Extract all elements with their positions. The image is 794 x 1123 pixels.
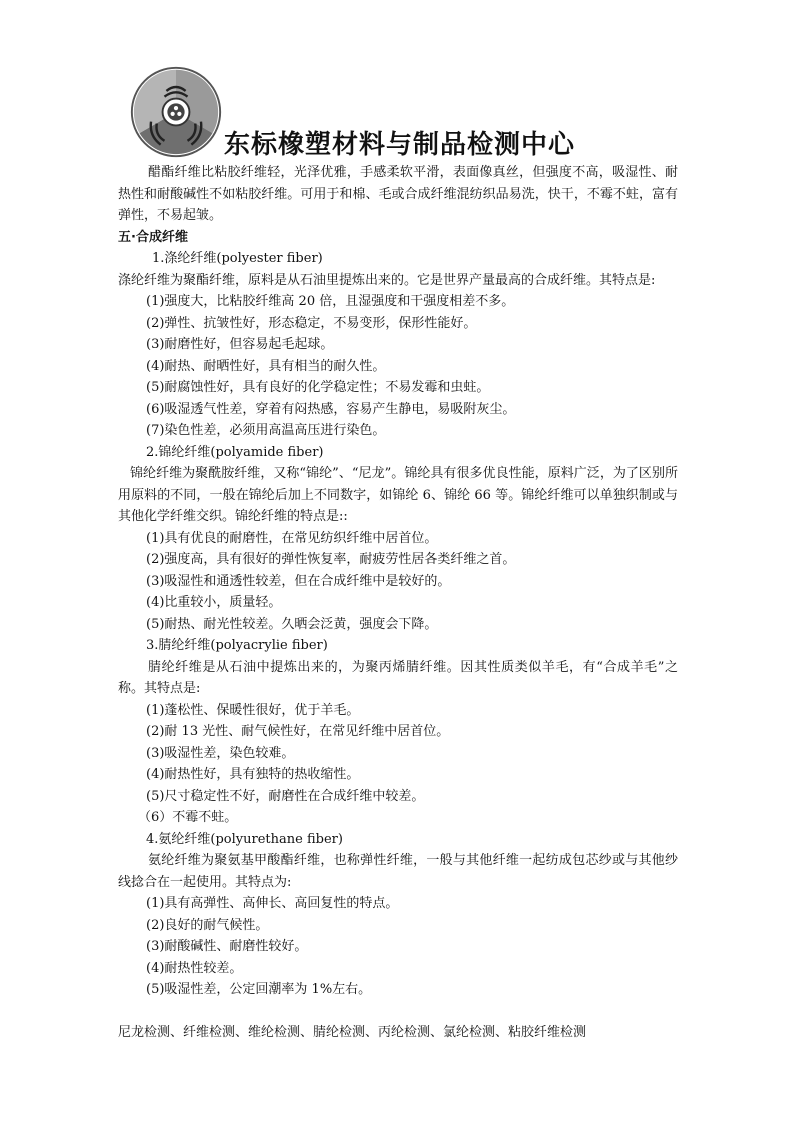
list-item: (3)耐磨性好，但容易起毛起球。 [146,337,334,352]
list-item: (4)比重较小，质量轻。 [146,595,282,610]
polyurethane-description: 氨纶纤维为聚氨基甲酸酯纤维，也称弹性纤维，一般与其他纤维一起纺成包芯纱或与其他纱线捻合在一起使用。其特点为: [118,853,678,890]
list-item: (4)耐热、耐晒性好，具有相当的耐久性。 [146,358,386,374]
footer-keywords: 尼龙检测、纤维检测、维纶检测、腈纶检测、丙纶检测、氯纶检测、粘胶纤维检测 [118,1024,587,1040]
polyamide-description: 锦纶纤维为聚酰胺纤维，又称“锦纶”、“尼龙”。锦纶具有很多优良性能，原料广泛，为了区别所用原料的不同，一般在锦纶后加上不同数字，如锦纶 6、锦纶 66 等。锦纶纤维可以单独织制或与其他化学纤维交织。锦纶纤维的特点是:: [118,466,678,524]
list-item: (2)良好的耐气候性。 [146,917,269,933]
list-item: (3)耐酸碱性、耐磨性较好。 [146,939,308,954]
list-item: (5)耐腐蚀性好，具有良好的化学稳定性；不易发霉和虫蛀。 [146,380,490,395]
list-item: (7)染色性差，必须用高温高压进行染色。 [146,423,386,438]
subsection-heading-polyamide: 2.锦纶纤维(polyamide fiber) [146,444,324,460]
polyester-description: 涤纶纤维为聚酯纤维，原料是从石油里提炼出来的。它是世界产量最高的合成纤维。其特点是: [118,272,656,288]
section-heading: 五·合成纤维 [118,229,188,245]
page-title: 东标橡塑材料与制品检测中心 [224,130,576,160]
list-item: (1)具有高弹性、高伸长、高回复性的特点。 [146,896,399,911]
list-item: (2)强度高，具有很好的弹性恢复率，耐疲劳性居各类纤维之首。 [146,552,516,567]
list-item: (1)蓬松性、保暖性很好，优于羊毛。 [146,702,360,718]
list-item: （6）不霉不蛀。 [138,810,238,825]
intro-paragraph: 醋酯纤维比粘胶纤维轻，光泽优雅，手感柔软平滑，表面像真丝，但强度不高，吸湿性、耐热性和耐酸碱性不如粘胶纤维。可用于和棉、毛或合成纤维混纺织品易洗，快干，不霉不蛀，富有弹性，不易起皱。 [118,165,678,223]
subsection-heading-polyester: 1.涤纶纤维(polyester fiber) [152,251,323,266]
subsection-heading-polyacrylic: 3.腈纶纤维(polyacrylie fiber) [146,638,328,653]
list-item: (2)弹性、抗皱性好，形态稳定，不易变形，保形性能好。 [146,315,477,331]
spacer [118,1001,678,1022]
list-item: (1)具有优良的耐磨性，在常见纺织纤维中居首位。 [146,530,438,546]
list-item: (4)耐热性较差。 [146,960,243,976]
center-logo-icon [128,64,224,160]
list-item: (5)耐热、耐光性较差。久晒会泛黄，强度会下降。 [146,616,438,632]
subsection-heading-polyurethane: 4.氨纶纤维(polyurethane fiber) [146,831,343,847]
list-item: (4)耐热性好，具有独特的热收缩性。 [146,767,360,782]
document-body [118,162,678,1043]
list-item: (3)吸湿性和通透性较差，但在合成纤维中是较好的。 [146,573,451,589]
list-item: (3)吸湿性差，染色较难。 [146,745,295,761]
list-item: (1)强度大，比粘胶纤维高 20 倍，且湿强度和干强度相差不多。 [146,294,515,309]
list-item: (5)尺寸稳定性不好，耐磨性在合成纤维中较差。 [146,788,425,804]
list-item: (6)吸湿透气性差，穿着有闷热感，容易产生静电，易吸附灰尘。 [146,401,516,417]
list-item: (5)吸湿性差，公定回潮率为 1%左右。 [146,982,372,997]
polyacrylic-description: 腈纶纤维是从石油中提炼出来的，为聚丙烯腈纤维。因其性质类似羊毛，有“合成羊毛”之称。其特点是: [118,659,678,696]
list-item: (2)耐 13 光性、耐气候性好，在常见纤维中居首位。 [146,724,450,739]
